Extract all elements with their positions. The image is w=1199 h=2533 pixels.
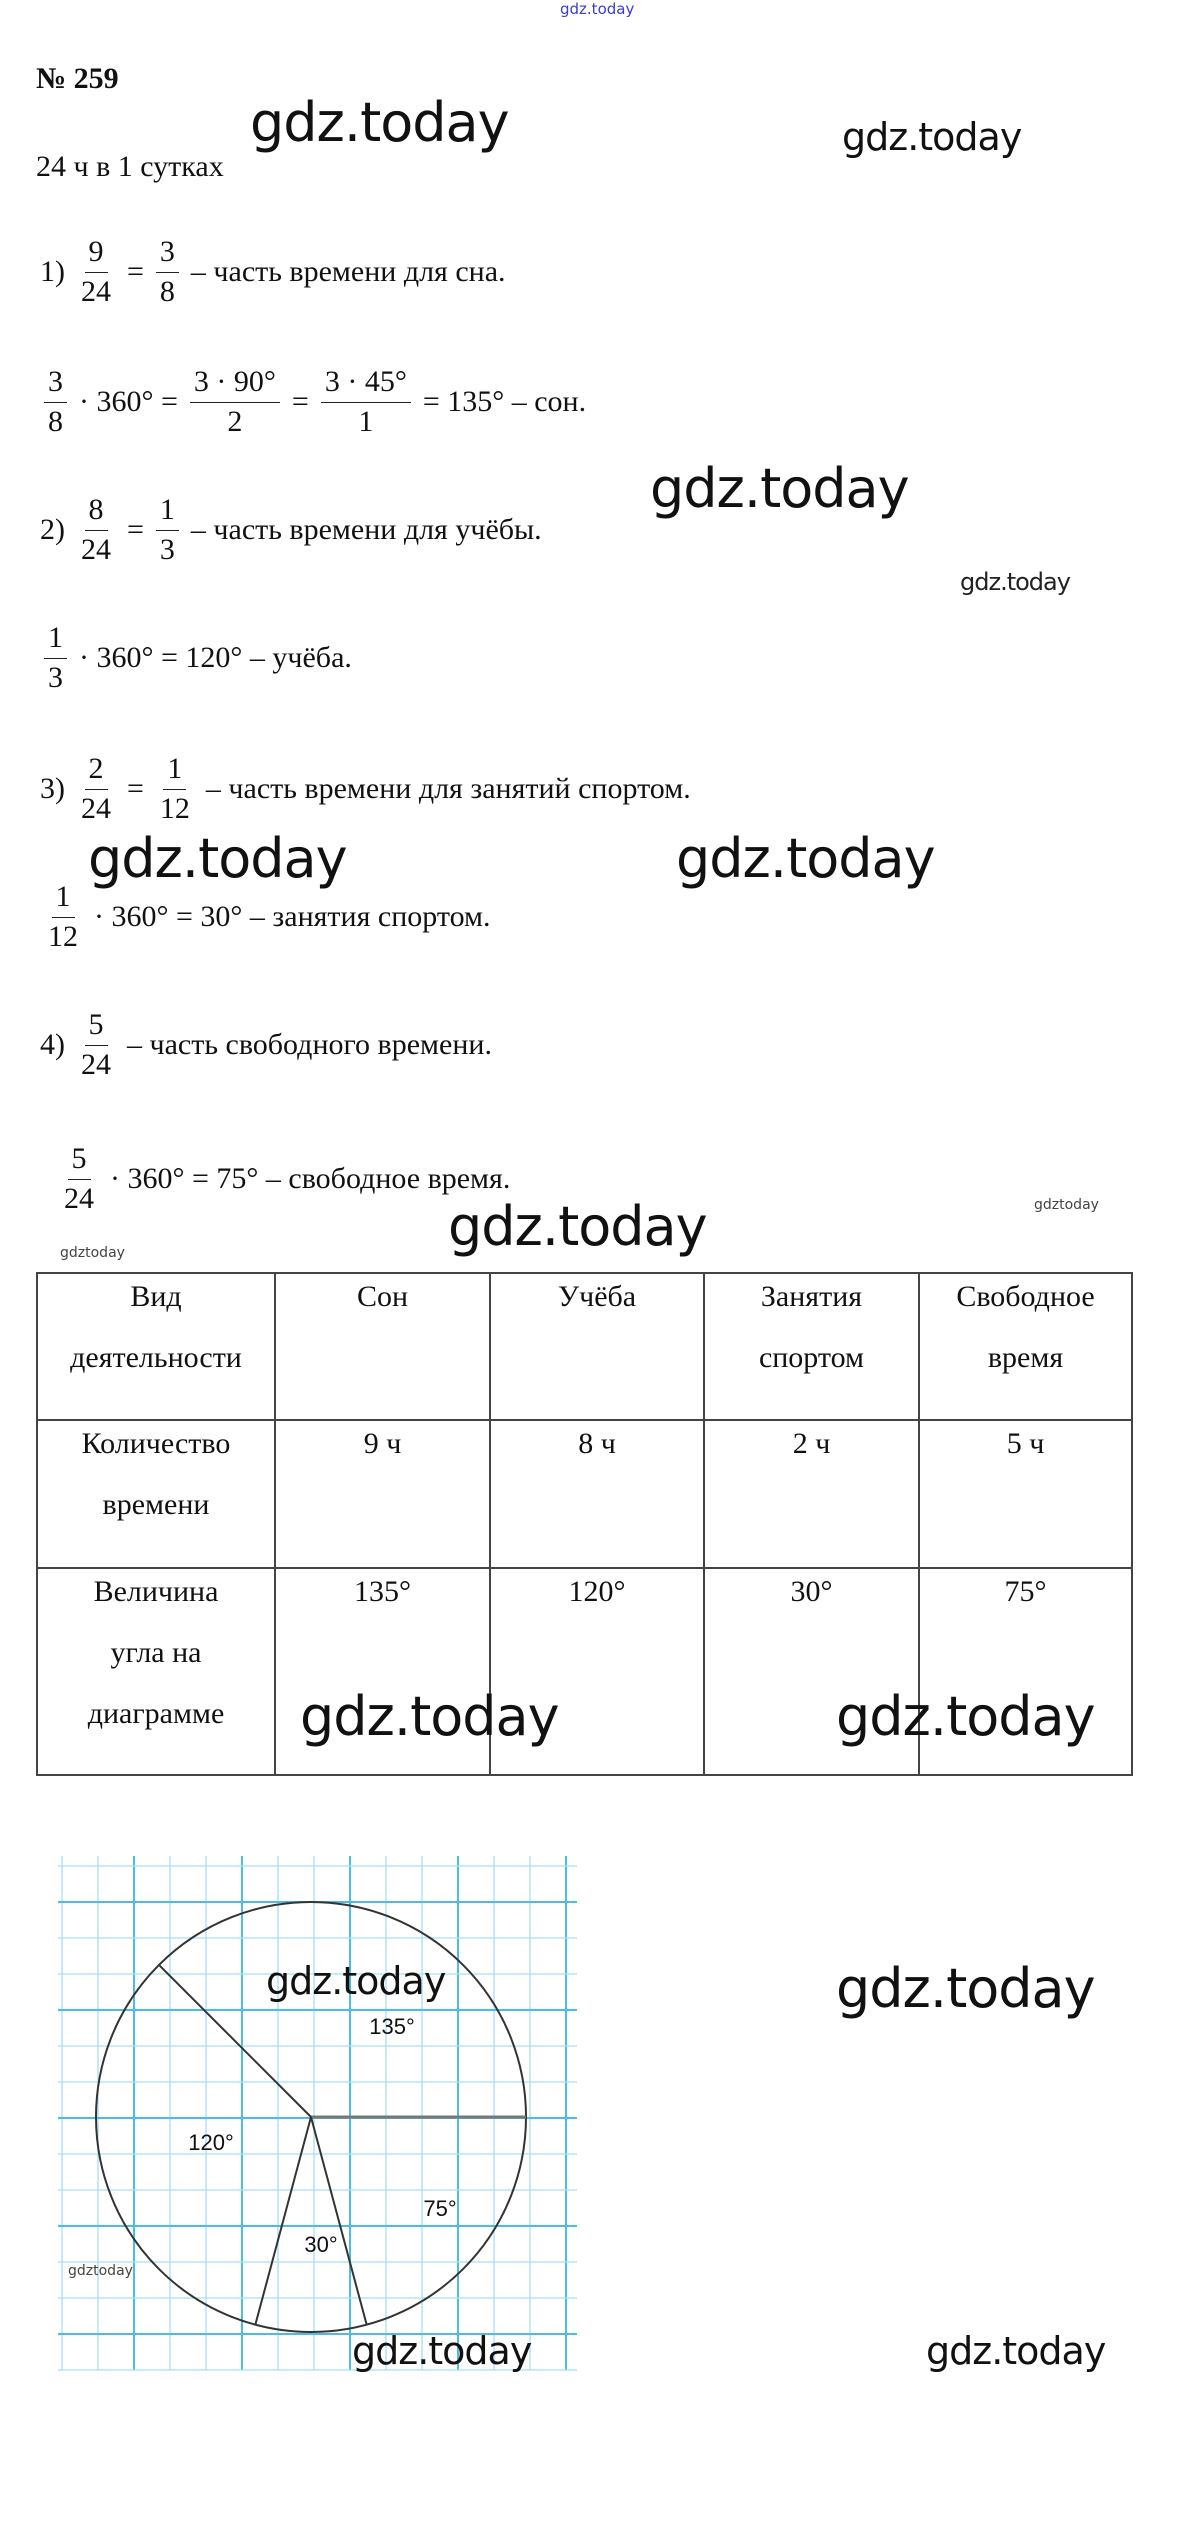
watermark: gdz.today bbox=[266, 1959, 446, 2003]
cell-text: 9 ч bbox=[363, 1427, 402, 1460]
table-cell bbox=[919, 1273, 1132, 1420]
fraction bbox=[190, 365, 280, 439]
fraction bbox=[156, 493, 179, 567]
equation-text: = bbox=[127, 513, 144, 546]
watermark: gdz.today bbox=[836, 1957, 1095, 2020]
fraction-numerator: 1 bbox=[52, 880, 75, 918]
pie-slice-label: 75° bbox=[423, 2196, 457, 2221]
cell-text: Свободное время bbox=[956, 1280, 1095, 1374]
table-row bbox=[37, 1420, 1132, 1568]
fraction-numerator: 1 bbox=[44, 621, 67, 659]
table-cell bbox=[275, 1420, 490, 1568]
cell-text: 5 ч bbox=[1006, 1427, 1045, 1460]
fraction bbox=[77, 1008, 115, 1082]
equation-line bbox=[36, 475, 546, 585]
equation-text: · 360° = 30° – занятия спортом. bbox=[94, 900, 491, 933]
fraction-denominator: 12 bbox=[48, 919, 78, 953]
equation-text: = bbox=[127, 772, 144, 805]
equation-text: 1) bbox=[40, 255, 65, 288]
watermark: gdz.today bbox=[650, 457, 909, 520]
cell-text: Сон bbox=[356, 1280, 409, 1313]
fraction-denominator: 8 bbox=[48, 404, 63, 438]
fraction-numerator: 3 · 90° bbox=[190, 365, 280, 403]
fraction-numerator: 3 · 45° bbox=[321, 365, 411, 403]
fraction-denominator: 8 bbox=[159, 274, 175, 308]
fraction-numerator: 1 bbox=[156, 493, 179, 531]
watermark: gdztoday bbox=[60, 1245, 125, 1261]
equation-text: 4) bbox=[40, 1028, 65, 1061]
equation-text: – часть свободного времени. bbox=[127, 1028, 492, 1061]
equation-text: – часть времени для учёбы. bbox=[190, 513, 542, 546]
watermark: gdz.today bbox=[448, 1195, 707, 1258]
fraction bbox=[44, 621, 67, 695]
cell-text: Величина угла на диаграмме bbox=[87, 1575, 225, 1730]
table-cell bbox=[919, 1420, 1132, 1568]
pie-chart bbox=[0, 1840, 640, 2400]
fraction bbox=[321, 365, 411, 439]
equation-text: = bbox=[291, 385, 309, 418]
fraction bbox=[156, 235, 179, 309]
fraction-numerator: 1 bbox=[163, 752, 186, 790]
watermark: gdz.today bbox=[836, 1685, 1095, 1748]
pie-slice-label: 120° bbox=[188, 2130, 234, 2155]
watermark: gdz.today bbox=[676, 827, 935, 890]
equation-text: 3) bbox=[40, 772, 65, 805]
equation-text: · 360° = 120° – учёба. bbox=[79, 641, 352, 674]
table-cell bbox=[275, 1273, 490, 1420]
cell-text: 30° bbox=[790, 1575, 833, 1608]
fraction-denominator: 24 bbox=[81, 274, 111, 308]
cell-text: 2 ч bbox=[792, 1427, 831, 1460]
fraction-numerator: 5 bbox=[85, 1008, 108, 1046]
equation-text: – часть времени для занятий спортом. bbox=[205, 772, 691, 805]
cell-text: Вид деятельности bbox=[70, 1280, 242, 1374]
fraction-denominator: 24 bbox=[81, 532, 111, 566]
cell-text: Учёба bbox=[557, 1280, 637, 1313]
watermark: gdz.today bbox=[88, 827, 347, 890]
watermark: gdz.today bbox=[842, 115, 1022, 159]
fraction bbox=[156, 752, 194, 826]
cell-text: 135° bbox=[354, 1575, 411, 1608]
equation-line bbox=[36, 217, 510, 327]
equation-text: = bbox=[127, 255, 144, 288]
fraction bbox=[77, 752, 115, 826]
row-header-cell bbox=[37, 1273, 275, 1420]
equation-line bbox=[36, 603, 356, 713]
watermark: gdz.today bbox=[560, 0, 635, 18]
watermark: gdz.today bbox=[250, 91, 509, 154]
watermark: gdz.today bbox=[300, 1685, 559, 1748]
pie-slice-label: 30° bbox=[304, 2232, 338, 2257]
fraction-denominator: 3 bbox=[159, 532, 175, 566]
watermark: gdz.today bbox=[352, 2329, 532, 2373]
fraction bbox=[77, 235, 115, 309]
fraction bbox=[77, 493, 115, 567]
fraction-denominator: 3 bbox=[48, 660, 63, 694]
table-cell bbox=[704, 1273, 919, 1420]
equation-line bbox=[36, 347, 590, 457]
problem-number: № 259 bbox=[36, 62, 119, 95]
equation-text: · 360° = 75° – свободное время. bbox=[110, 1162, 511, 1195]
equation-text: = 135° – сон. bbox=[422, 385, 587, 418]
fraction-numerator: 5 bbox=[68, 1142, 91, 1180]
pie-slice-boundary bbox=[255, 2117, 311, 2325]
cell-text: 8 ч bbox=[578, 1427, 616, 1460]
watermark: gdztoday bbox=[68, 2263, 133, 2279]
equation-line bbox=[36, 990, 496, 1100]
fraction-numerator: 3 bbox=[44, 365, 67, 403]
equation-text: · 360° = bbox=[79, 385, 178, 418]
fraction-numerator: 8 bbox=[85, 493, 108, 531]
fraction-denominator: 24 bbox=[81, 1047, 111, 1081]
fraction bbox=[60, 1142, 98, 1216]
pie-slice-boundary bbox=[311, 2117, 367, 2325]
table-cell bbox=[490, 1273, 704, 1420]
equation-text: 2) bbox=[40, 513, 65, 546]
fraction-denominator: 24 bbox=[64, 1181, 94, 1215]
watermark: gdztoday bbox=[1034, 1197, 1099, 1213]
fraction bbox=[44, 365, 67, 439]
cell-text: Количество времени bbox=[81, 1427, 231, 1521]
fraction bbox=[44, 880, 82, 954]
equation-line bbox=[52, 1124, 514, 1234]
cell-text: 120° bbox=[568, 1575, 626, 1608]
fraction-numerator: 2 bbox=[85, 752, 108, 790]
intro-text: 24 ч в 1 сутках bbox=[36, 150, 224, 183]
table-cell bbox=[490, 1420, 704, 1568]
table-cell bbox=[704, 1420, 919, 1568]
equation-text: – часть времени для сна. bbox=[190, 255, 506, 288]
fraction-numerator: 3 bbox=[156, 235, 179, 273]
cell-text: 75° bbox=[1004, 1575, 1047, 1608]
fraction-denominator: 1 bbox=[358, 404, 374, 438]
row-header-cell bbox=[37, 1568, 275, 1775]
table-row bbox=[37, 1273, 1132, 1420]
fraction-denominator: 24 bbox=[81, 791, 111, 825]
cell-text: Занятия спортом bbox=[758, 1280, 865, 1374]
row-header-cell bbox=[37, 1420, 275, 1568]
fraction-denominator: 2 bbox=[227, 404, 243, 438]
watermark: gdz.today bbox=[926, 2329, 1106, 2373]
watermark: gdz.today bbox=[960, 568, 1070, 596]
pie-slice-label: 135° bbox=[369, 2014, 415, 2039]
fraction-numerator: 9 bbox=[85, 235, 108, 273]
fraction-denominator: 12 bbox=[159, 791, 190, 825]
